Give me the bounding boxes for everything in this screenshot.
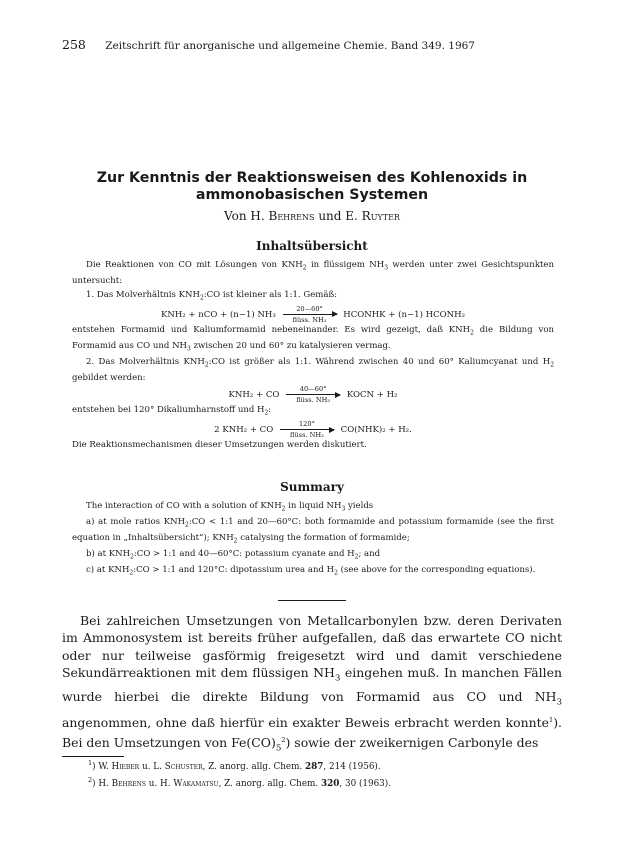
author-joiner: und E. <box>318 209 358 223</box>
author-prefix: Von H. <box>224 209 265 223</box>
summary-item-a: a) at mole ratios $KNH_2:CO$ < 1:1 and 20—60°C: both formamide and potassium formamide (see the first equation in „Inhaltsübersicht“); $KNH_2$ catalysing the formation of formamide; <box>72 517 554 545</box>
summary-item-c: c) at $KNH_2:CO$ > 1:1 and 120°C: dipotassium urea and $H_2$ (see above for the corresponding equations). <box>86 565 536 578</box>
author-1-surname: Behrens <box>268 209 315 223</box>
summary-item-b: b) at $KNH_2:CO$ > 1:1 and 40—60°C: potassium cyanate and $H_2$; and <box>86 549 381 562</box>
inhalt-closing: Die Reaktionsmechanismen dieser Umsetzungen werden diskutiert. <box>72 440 367 451</box>
body-paragraph: Bei zahlreichen Umsetzungen von Metallcarbonylen bzw. deren Derivaten im Ammonosystem ist bereits früher aufgefallen, daß das erwartete CO nicht oder nur teilweise gasförmig freigesetzt wird und damit verschiedene Sekundärreaktionen mit dem flüssigen $NH_3$ eingehen muß. In manchen Fällen wurde hierbei die direkte Bildung von Formamid aus CO und $NH_3$ angenommen, ohne daß hierfür ein exakter Beweis erbracht werden konnte$^1$). Bei den Umsetzungen von $Fe(CO)_5^2$) sowie der zweikernigen Carbonyle des <box>62 613 562 754</box>
section-divider <box>278 600 346 601</box>
equation-2: KNH₂ + CO 40—60° flüss. NH₃ KOCN + H₂ <box>228 385 398 405</box>
reaction-arrow-icon: 40—60° flüss. NH₃ <box>286 385 340 404</box>
footnote-1: $^1$) W. Hieber u. L. Schuster, Z. anorg. allg. Chem. 287, 214 (1956). <box>88 759 381 772</box>
reaction-arrow-icon: 20—60° flüss. NH₃ <box>283 305 337 324</box>
footnote-ref-1[interactable]: 1 <box>549 716 554 724</box>
inhalt-abstract <box>72 259 554 453</box>
page-number: 258 <box>62 37 86 52</box>
title-line-2: ammonobasischen Systemen <box>195 187 429 203</box>
summary-abstract <box>72 500 554 581</box>
equation-1: KNH₂ + nCO + (n−1) NH₃ 20—60° flüss. NH₃ HCONHK + (n−1) HCONH₂ <box>160 304 466 324</box>
inhalt-point-2: 2. Das Molverhältnis $KNH_2:CO$ ist größer als 1:1. Während zwischen 40 und 60° Kaliumcyanat und $H_2$ gebildet werden: <box>72 356 554 383</box>
author-2-surname: Ruyter <box>361 209 400 223</box>
inhalt-point-1: 1. Das Molverhältnis $KNH_2:CO$ ist kleiner als 1:1. Gemäß: <box>86 289 338 302</box>
summary-intro: The interaction of CO with a solution of $KNH_2$ in liquid $NH_3$ yields <box>86 501 374 513</box>
footnote-ref-2[interactable]: 2 <box>281 735 286 744</box>
inhalt-point-1-cont: entstehen Formamid und Kaliumformamid nebeneinander. Es wird gezeigt, daß $KNH_2$ die Bildung von Formamid aus CO und $NH_3$ zwischen 20 und 60° zu katalysieren vermag. <box>72 324 555 353</box>
inhalt-intro: Die Reaktionen von CO mit Lösungen von $KNH_2$ in flüssigem $NH_3$ werden unter zwei Gesichtspunkten untersucht: <box>72 260 554 287</box>
footnotes <box>62 757 562 792</box>
running-header <box>62 37 582 52</box>
article-title <box>62 170 562 204</box>
inhalt-point-2-cont: entstehen bei 120° Dikaliumharnstoff und $H_2$: <box>72 405 272 418</box>
inhalt-heading: Inhaltsübersicht <box>256 239 368 253</box>
summary-heading: Summary <box>280 480 344 494</box>
author-line <box>62 209 562 223</box>
journal-citation: Zeitschrift für anorganische und allgemeine Chemie. Band 349. 1967 <box>105 40 475 52</box>
reaction-arrow-icon: 120° flüss. NH₃ <box>280 420 334 439</box>
title-line-1: Zur Kenntnis der Reaktionsweisen des Kohlenoxids in <box>96 170 528 186</box>
footnote-2: $^2$) H. Behrens u. H. Wakamatsu, Z. anorg. allg. Chem. 320, 30 (1963). <box>88 776 392 790</box>
equation-3: 2 KNH₂ + CO 120° flüss. NH₃ CO(NHK)₂ + H₂. <box>214 420 412 440</box>
